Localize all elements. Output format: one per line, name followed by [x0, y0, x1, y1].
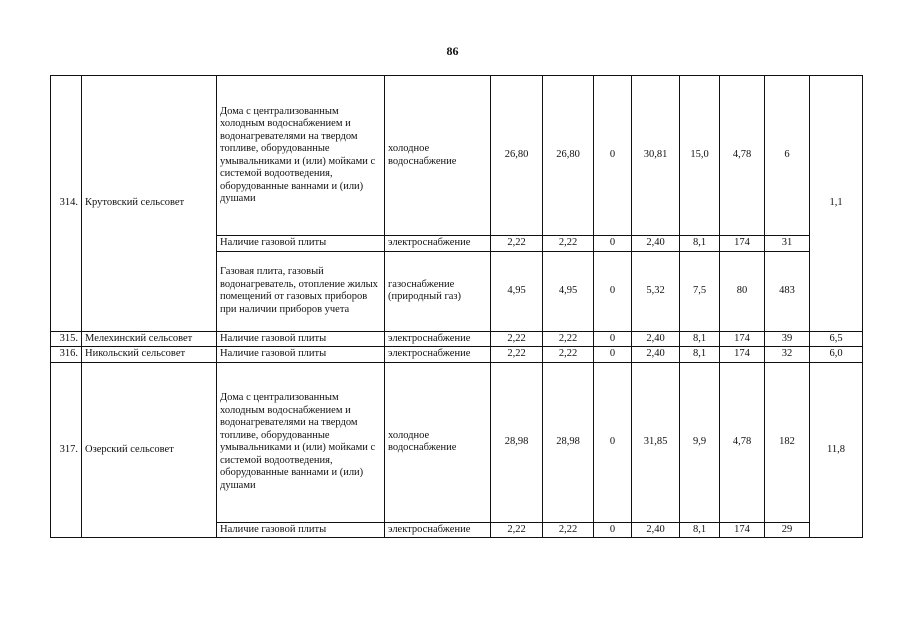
utility-type: электроснабжение	[385, 347, 491, 363]
value-cell: 174	[720, 522, 765, 538]
value-cell: 2,22	[543, 347, 594, 363]
page-number: 86	[446, 44, 459, 58]
value-cell: 31,85	[632, 362, 680, 522]
value-cell: 483	[765, 251, 810, 331]
value-cell: 2,22	[491, 347, 543, 363]
service-description: Дома с централизованным холодным водоснабжением и водонагревателями на твердом топливе, оборудованные умывальниками и (или) мойками с системой водоотведения, оборудованные ваннами и (или) душами	[217, 362, 385, 522]
value-cell: 15,0	[680, 76, 720, 236]
value-cell: 174	[720, 347, 765, 363]
service-description: Газовая плита, газовый водонагреватель, отопление жилых помещений от газовых приборов при наличии приборов учета	[217, 251, 385, 331]
value-cell: 0	[594, 522, 632, 538]
total-value: 11,8	[810, 362, 863, 538]
value-cell: 8,1	[680, 331, 720, 347]
value-cell: 9,9	[680, 362, 720, 522]
value-cell: 8,1	[680, 347, 720, 363]
row-number: 317.	[51, 362, 82, 538]
value-cell: 0	[594, 76, 632, 236]
value-cell: 4,95	[543, 251, 594, 331]
value-cell: 0	[594, 331, 632, 347]
value-cell: 2,22	[491, 522, 543, 538]
value-cell: 26,80	[491, 76, 543, 236]
value-cell: 80	[720, 251, 765, 331]
table-row	[51, 347, 863, 363]
value-cell: 2,40	[632, 522, 680, 538]
settlement-name: Озерский сельсовет	[82, 362, 217, 538]
service-description: Дома с централизованным холодным водоснабжением и водонагревателями на твердом топливе, оборудованные умывальниками и (или) мойками с системой водоотведения, оборудованные ваннами и (или) душами	[217, 76, 385, 236]
utility-type: газоснабжение (природный газ)	[385, 251, 491, 331]
utility-type: электроснабжение	[385, 522, 491, 538]
value-cell: 7,5	[680, 251, 720, 331]
value-cell: 2,22	[543, 331, 594, 347]
service-description: Наличие газовой плиты	[217, 236, 385, 252]
total-value: 1,1	[810, 76, 863, 332]
value-cell: 28,98	[491, 362, 543, 522]
settlement-name: Никольский сельсовет	[82, 347, 217, 363]
service-description: Наличие газовой плиты	[217, 331, 385, 347]
value-cell: 4,95	[491, 251, 543, 331]
value-cell: 39	[765, 331, 810, 347]
value-cell: 8,1	[680, 522, 720, 538]
service-description: Наличие газовой плиты	[217, 522, 385, 538]
value-cell: 29	[765, 522, 810, 538]
value-cell: 2,40	[632, 331, 680, 347]
settlement-name: Крутовский сельсовет	[82, 76, 217, 332]
value-cell: 30,81	[632, 76, 680, 236]
utility-type: электроснабжение	[385, 331, 491, 347]
value-cell: 2,22	[491, 331, 543, 347]
utility-type: электроснабжение	[385, 236, 491, 252]
row-number: 314.	[51, 76, 82, 332]
value-cell: 2,22	[491, 236, 543, 252]
row-number: 316.	[51, 347, 82, 363]
value-cell: 26,80	[543, 76, 594, 236]
value-cell: 2,40	[632, 236, 680, 252]
value-cell: 2,22	[543, 522, 594, 538]
value-cell: 0	[594, 362, 632, 522]
settlement-name: Мелехинский сельсовет	[82, 331, 217, 347]
value-cell: 4,78	[720, 362, 765, 522]
utility-type: холодное водоснабжение	[385, 362, 491, 522]
utility-type: холодное водоснабжение	[385, 76, 491, 236]
value-cell: 31	[765, 236, 810, 252]
value-cell: 0	[594, 236, 632, 252]
value-cell: 2,40	[632, 347, 680, 363]
value-cell: 8,1	[680, 236, 720, 252]
total-value: 6,5	[810, 331, 863, 347]
value-cell: 0	[594, 251, 632, 331]
table-row	[51, 331, 863, 347]
row-number: 315.	[51, 331, 82, 347]
tariff-table	[50, 75, 863, 538]
table-row	[51, 76, 863, 236]
value-cell: 182	[765, 362, 810, 522]
service-description: Наличие газовой плиты	[217, 347, 385, 363]
value-cell: 4,78	[720, 76, 765, 236]
value-cell: 174	[720, 236, 765, 252]
value-cell: 0	[594, 347, 632, 363]
value-cell: 6	[765, 76, 810, 236]
total-value: 6,0	[810, 347, 863, 363]
value-cell: 2,22	[543, 236, 594, 252]
value-cell: 5,32	[632, 251, 680, 331]
value-cell: 32	[765, 347, 810, 363]
value-cell: 174	[720, 331, 765, 347]
table-row	[51, 362, 863, 522]
value-cell: 28,98	[543, 362, 594, 522]
